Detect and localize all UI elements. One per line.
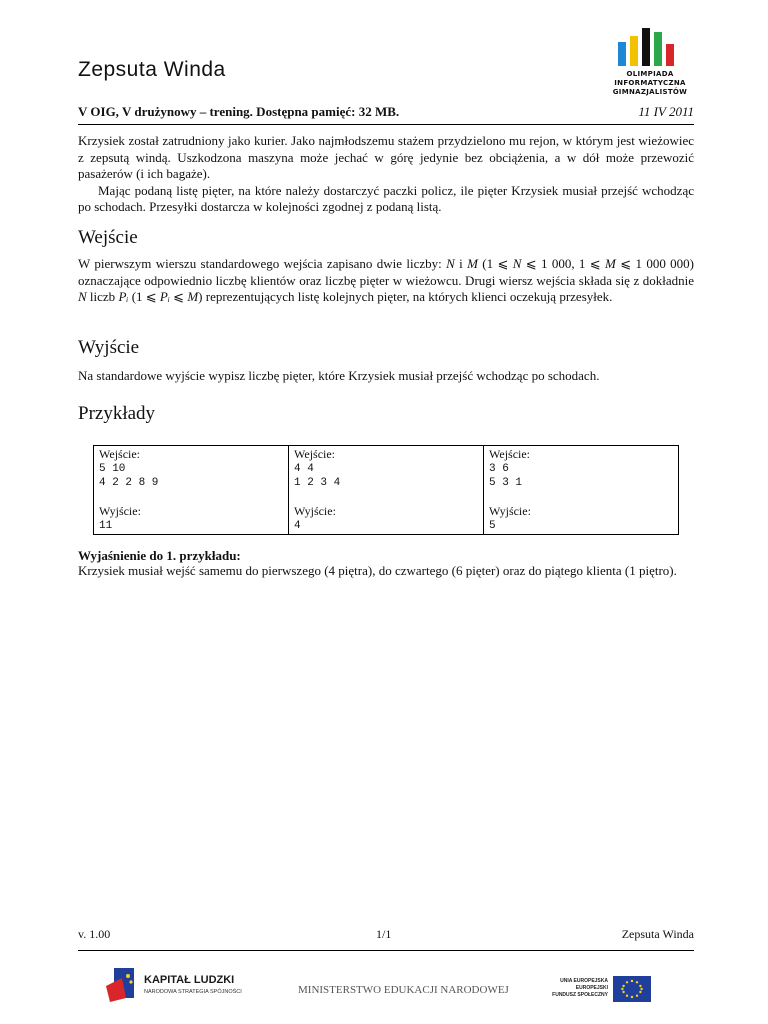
example-input-line-2: 4 2 2 8 9 bbox=[99, 477, 159, 489]
example-1 bbox=[94, 446, 288, 534]
footer-page-number: 1/1 bbox=[376, 927, 392, 941]
explanation-text: Krzysiek musiał wejść samemu do pierwszego (4 piętra), do czwartego (6 pięter) oraz do piątego klienta (1 piętro). bbox=[78, 563, 677, 578]
contest-date: 11 IV 2011 bbox=[638, 104, 694, 119]
statement-paragraph-2: Mając podaną listę pięter, na które należy dostarczyć paczki policz, ile pięter Krzysiek musiał przejść wchodząc po schodach. Przesyłki dostarcza w kolejności zgodnej z podaną listą. bbox=[78, 182, 694, 214]
eu-logo bbox=[548, 976, 658, 1004]
eu-flag-icon bbox=[613, 976, 651, 1002]
contest-info: V OIG, V drużynowy – trening. Dostępna pamięć: 32 MB. bbox=[78, 104, 400, 119]
eu-line-3: FUNDUSZ SPOŁECZNY bbox=[552, 992, 608, 998]
example-3 bbox=[483, 446, 678, 534]
logo-line-2: INFORMATYCZNA bbox=[614, 79, 686, 87]
example-output-label: Wyjście: bbox=[489, 504, 531, 518]
statement-paragraph-1: Krzysiek został zatrudniony jako kurier. Jako najmłodszemu stażem przydzielono mu rejon, w którym jest wieżowiec z zepsutą windą. Uszkodzona maszyna może jechać w górę jedynie bez obciążenia, a w dół może przewozić pasażerów (i ich bagaże). bbox=[78, 133, 694, 181]
input-text-1: W pierwszym wierszu standardowego wejścia zapisano dwie liczby: bbox=[78, 256, 447, 271]
eu-line-1: UNIA EUROPEJSKA bbox=[560, 978, 608, 984]
input-text-7: ⩽ bbox=[169, 289, 188, 304]
example-output-label: Wyjście: bbox=[294, 504, 336, 518]
input-heading: Wejście bbox=[78, 227, 138, 248]
var-pi: Pᵢ bbox=[118, 289, 129, 304]
input-text-2: (1 ⩽ bbox=[477, 256, 513, 271]
kapital-ludzki-icon bbox=[106, 968, 136, 1004]
examples-table bbox=[93, 445, 679, 535]
example-input-label: Wejście: bbox=[489, 447, 531, 461]
var-m: M bbox=[467, 256, 478, 271]
footer-version: v. 1.00 bbox=[78, 927, 111, 941]
var-pi: Pᵢ bbox=[159, 289, 170, 304]
logo-line-3: GIMNAZJALISTÓW bbox=[612, 88, 688, 96]
example-input-line-1: 3 6 bbox=[489, 463, 509, 475]
footer-divider bbox=[78, 950, 694, 951]
example-input-label: Wejście: bbox=[99, 447, 141, 461]
example-input-label: Wejście: bbox=[294, 447, 336, 461]
eu-text bbox=[548, 978, 608, 999]
explanation-heading: Wyjaśnienie do 1. przykładu: bbox=[78, 548, 241, 563]
problem-statement bbox=[78, 133, 694, 216]
example-output-label: Wyjście: bbox=[99, 504, 141, 518]
output-heading: Wyjście bbox=[78, 337, 140, 358]
kapital-ludzki-title: KAPITAŁ LUDZKI bbox=[144, 974, 235, 986]
olympiad-logo-text bbox=[604, 70, 696, 97]
var-m: M bbox=[187, 289, 199, 304]
example-output: 11 bbox=[99, 520, 113, 532]
var-m: M bbox=[605, 256, 616, 271]
input-text-3: ⩽ 1 000, 1 ⩽ bbox=[521, 256, 606, 271]
example-input-line-1: 5 10 bbox=[99, 463, 126, 475]
var-n: N bbox=[78, 289, 87, 304]
input-paragraph bbox=[78, 256, 694, 306]
var-n: N bbox=[512, 256, 522, 271]
header-divider bbox=[78, 124, 694, 125]
example-output: 5 bbox=[489, 520, 496, 532]
example-output: 4 bbox=[294, 520, 301, 532]
logo-line-1: OLIMPIADA bbox=[626, 70, 674, 78]
input-text-and: i bbox=[454, 256, 468, 271]
output-description: Na standardowe wyjście wypisz liczbę pięter, które Krzysiek musiał przejść wchodząc po schodach. bbox=[78, 368, 600, 383]
kapital-ludzki-subtitle: NARODOWA STRATEGIA SPÓJNOŚCI bbox=[144, 989, 242, 995]
input-text-6: (1 ⩽ bbox=[128, 289, 160, 304]
example-input-line-2: 1 2 3 4 bbox=[294, 477, 341, 489]
examples-heading: Przykłady bbox=[78, 403, 156, 424]
example-input-line-1: 4 4 bbox=[294, 463, 314, 475]
input-text-4: ⩽ 1 000 000) oznaczające odpowiednio liczbę klientów oraz liczbę pięter w wieżowcu. Drugi wiersz wejścia składa się z dokładnie bbox=[78, 256, 694, 288]
olympiad-logo-icon bbox=[618, 28, 680, 66]
input-text-8: ) reprezentujących listę kolejnych pięter, na których klienci oczekują przesyłek. bbox=[198, 289, 613, 304]
var-n: N bbox=[446, 256, 455, 271]
input-text-5: liczb bbox=[86, 289, 119, 304]
example-2 bbox=[288, 446, 483, 534]
eu-line-2: EUROPEJSKI bbox=[575, 985, 608, 991]
kapital-ludzki-logo bbox=[106, 966, 266, 1006]
example-input-line-2: 5 3 1 bbox=[489, 477, 523, 489]
document-title: Zepsuta Winda bbox=[78, 58, 226, 81]
ministry-logo-text: MINISTERSTWO EDUKACJI NARODOWEJ bbox=[298, 984, 509, 996]
footer-title: Zepsuta Winda bbox=[621, 927, 694, 941]
input-description bbox=[78, 256, 694, 306]
